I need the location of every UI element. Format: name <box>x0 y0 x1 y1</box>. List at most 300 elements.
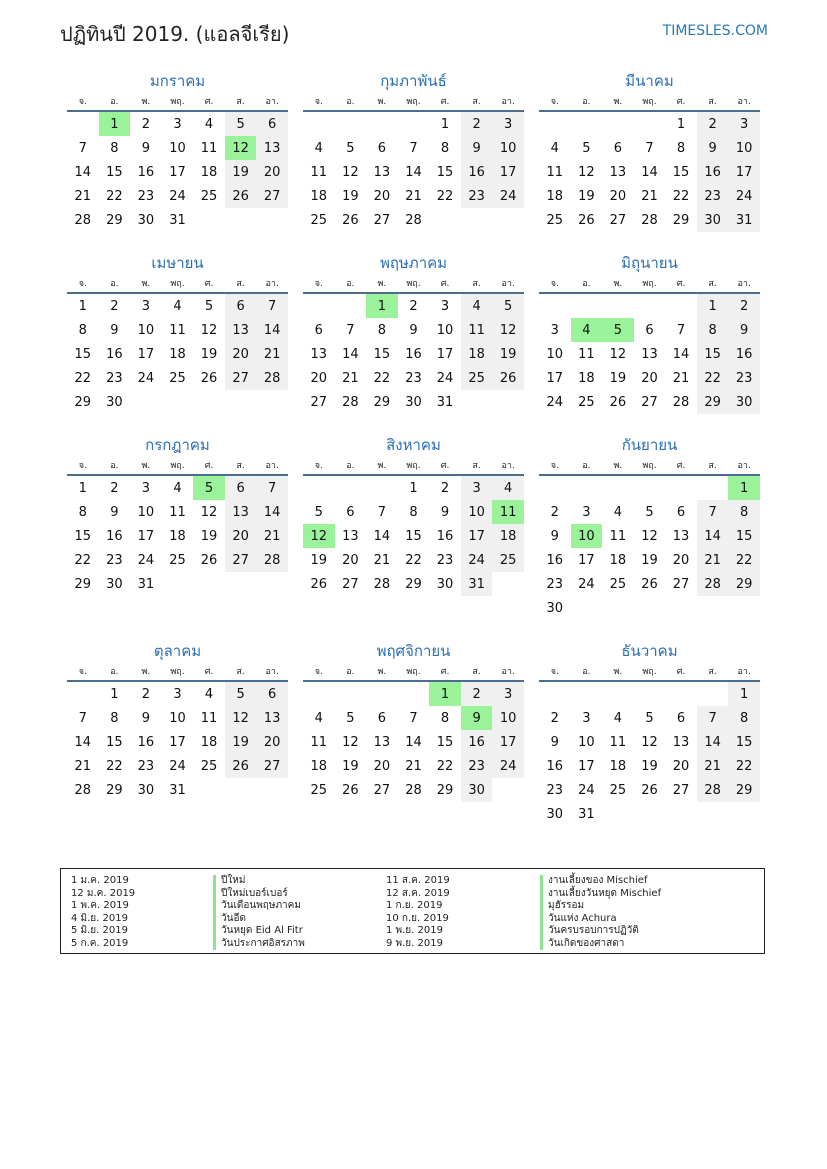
day-cell: 2 <box>550 710 559 726</box>
day-cell: 14 <box>405 164 422 180</box>
day-cell: 11 <box>609 734 627 750</box>
day-cell: 27 <box>225 366 257 390</box>
day-cell: 29 <box>74 394 92 410</box>
day-cell: 1 <box>366 293 398 318</box>
day-cell: 5 <box>645 710 654 726</box>
day-cell: 9 <box>409 322 418 338</box>
weekday-header: ส. <box>461 274 493 293</box>
day-cell: 31 <box>436 394 454 410</box>
empty-cell <box>366 475 398 500</box>
weekday-header: อ. <box>335 456 367 475</box>
day-cell: 25 <box>609 576 627 592</box>
weekday-header: ศ. <box>193 92 225 111</box>
day-cell: 23 <box>461 184 493 208</box>
weekday-header: ส. <box>225 456 257 475</box>
day-cell: 16 <box>546 552 564 568</box>
holiday-name: งานเลี้ยงวันหยุด Mischief <box>540 888 661 901</box>
empty-cell <box>461 390 493 414</box>
day-cell: 26 <box>225 754 257 778</box>
month-table <box>303 456 524 596</box>
day-cell: 15 <box>106 734 123 750</box>
empty-cell <box>162 390 194 414</box>
empty-cell <box>634 475 666 500</box>
day-cell: 27 <box>672 576 690 592</box>
day-cell: 13 <box>672 734 690 750</box>
day-cell: 25 <box>310 212 328 228</box>
holiday-name: วันหยุด Eid Al Fitr <box>213 925 305 938</box>
day-cell: 6 <box>377 140 387 156</box>
day-cell: 5 <box>225 681 257 706</box>
weekday-header: ศ. <box>429 662 461 681</box>
months-grid <box>67 70 761 846</box>
day-cell: 18 <box>609 758 627 774</box>
month-calendar <box>539 640 760 826</box>
day-cell: 13 <box>373 164 391 180</box>
day-cell: 15 <box>74 346 92 362</box>
empty-cell <box>697 681 729 706</box>
day-cell: 6 <box>613 140 623 156</box>
day-cell: 24 <box>578 782 595 798</box>
day-cell: 6 <box>256 681 288 706</box>
day-cell: 4 <box>314 710 323 726</box>
day-cell: 27 <box>373 782 391 798</box>
day-cell: 1 <box>429 681 461 706</box>
day-cell: 20 <box>342 552 359 568</box>
day-cell: 31 <box>578 806 595 822</box>
day-cell: 8 <box>377 322 387 338</box>
day-cell: 9 <box>461 136 493 160</box>
empty-cell <box>634 596 666 620</box>
day-cell: 30 <box>461 778 493 802</box>
empty-cell <box>335 681 367 706</box>
day-cell: 2 <box>110 480 119 496</box>
day-cell: 18 <box>492 524 524 548</box>
day-cell: 25 <box>200 188 218 204</box>
weekday-header: ส. <box>461 456 493 475</box>
day-cell: 18 <box>200 734 218 750</box>
day-cell: 6 <box>676 504 686 520</box>
day-cell: 11 <box>310 734 328 750</box>
weekday-header: อา. <box>492 456 524 475</box>
month-calendar <box>303 70 524 232</box>
day-cell: 5 <box>645 504 654 520</box>
day-cell: 29 <box>728 572 760 596</box>
holiday-date: 1 ม.ค. 2019 <box>71 875 129 886</box>
weekday-header: พ. <box>366 92 398 111</box>
day-cell: 22 <box>373 370 391 386</box>
empty-cell <box>665 596 697 620</box>
weekday-header: อา. <box>256 274 288 293</box>
day-cell: 22 <box>74 552 92 568</box>
weekday-header: พฤ. <box>398 92 430 111</box>
day-cell: 21 <box>697 754 729 778</box>
holiday-date: 5 ก.ค. 2019 <box>71 937 129 949</box>
day-cell: 21 <box>405 758 422 774</box>
holiday-date: 4 มิ.ย. 2019 <box>71 912 128 924</box>
day-cell: 25 <box>200 758 218 774</box>
day-cell: 3 <box>582 504 591 520</box>
day-cell: 29 <box>697 390 729 414</box>
day-cell: 16 <box>697 160 729 184</box>
empty-cell <box>665 681 697 706</box>
day-cell: 7 <box>78 140 87 156</box>
day-cell: 31 <box>169 212 186 228</box>
day-cell: 23 <box>697 184 729 208</box>
empty-cell <box>571 596 603 620</box>
weekday-header: อ. <box>571 456 603 475</box>
day-cell: 12 <box>578 164 595 180</box>
holiday-date: 5 มิ.ย. 2019 <box>71 925 128 936</box>
day-cell: 8 <box>110 140 119 156</box>
day-cell: 19 <box>225 160 257 184</box>
weekday-header: อ. <box>335 274 367 293</box>
weekday-header: อา. <box>728 456 760 475</box>
day-cell: 25 <box>310 782 328 798</box>
day-cell: 2 <box>461 681 493 706</box>
day-cell: 19 <box>200 528 218 544</box>
day-cell: 13 <box>310 346 328 362</box>
day-cell: 23 <box>137 188 155 204</box>
holiday-name: วันประกาศอิสรภาพ <box>213 938 305 951</box>
day-cell: 11 <box>578 346 595 362</box>
day-cell: 14 <box>74 734 92 750</box>
day-cell: 10 <box>571 524 603 548</box>
month-name: ธันวาคม <box>621 642 678 660</box>
day-cell: 19 <box>578 188 595 204</box>
day-cell: 27 <box>342 576 359 592</box>
holiday-date: 1 พ.ย. 2019 <box>386 925 443 936</box>
day-cell: 14 <box>697 524 729 548</box>
day-cell: 7 <box>78 710 87 726</box>
day-cell: 1 <box>676 116 686 132</box>
weekday-header: พ. <box>130 662 162 681</box>
day-cell: 2 <box>110 298 119 314</box>
day-cell: 3 <box>550 322 559 338</box>
empty-cell <box>366 681 398 706</box>
day-cell: 17 <box>169 734 186 750</box>
day-cell: 24 <box>137 552 155 568</box>
empty-cell <box>492 778 524 802</box>
day-cell: 7 <box>256 475 288 500</box>
day-cell: 5 <box>314 504 323 520</box>
day-cell: 12 <box>200 322 218 338</box>
day-cell: 23 <box>106 552 123 568</box>
weekday-header: พ. <box>130 92 162 111</box>
weekday-header: จ. <box>67 456 99 475</box>
day-cell: 20 <box>672 758 690 774</box>
holiday-date: 12 ส.ค. 2019 <box>386 887 450 899</box>
day-cell: 20 <box>609 188 627 204</box>
day-cell: 28 <box>74 782 92 798</box>
day-cell: 29 <box>728 778 760 802</box>
day-cell: 1 <box>697 293 729 318</box>
day-cell: 30 <box>697 208 729 232</box>
weekday-header: อา. <box>492 274 524 293</box>
empty-cell <box>256 208 288 232</box>
empty-cell <box>602 475 634 500</box>
empty-cell <box>634 111 666 136</box>
holiday-name: มุฮัรรอม <box>540 900 661 913</box>
day-cell: 17 <box>436 346 454 362</box>
day-cell: 18 <box>609 552 627 568</box>
day-cell: 1 <box>440 116 450 132</box>
weekday-header: พ. <box>130 456 162 475</box>
day-cell: 3 <box>492 111 524 136</box>
day-cell: 5 <box>193 475 225 500</box>
day-cell: 24 <box>492 754 524 778</box>
day-cell: 6 <box>645 322 654 338</box>
weekday-header: จ. <box>67 274 99 293</box>
day-cell: 18 <box>461 342 493 366</box>
day-cell: 13 <box>373 734 391 750</box>
day-cell: 5 <box>225 111 257 136</box>
day-cell: 3 <box>173 116 182 132</box>
month-name: มกราคม <box>149 72 206 90</box>
month-name: พฤษภาคม <box>379 254 448 272</box>
day-cell: 30 <box>436 576 454 592</box>
day-cell: 27 <box>672 782 690 798</box>
day-cell: 13 <box>342 528 359 544</box>
empty-cell <box>539 681 571 706</box>
empty-cell <box>461 208 493 232</box>
month-name: พฤศจิกายน <box>376 642 451 660</box>
day-cell: 26 <box>310 576 328 592</box>
day-cell: 18 <box>310 188 328 204</box>
day-cell: 19 <box>310 552 328 568</box>
day-cell: 21 <box>342 370 359 386</box>
empty-cell <box>130 390 162 414</box>
day-cell: 17 <box>492 160 524 184</box>
holiday-name: ปีใหม่ <box>213 875 305 888</box>
day-cell: 1 <box>728 475 760 500</box>
empty-cell <box>303 293 335 318</box>
site-link[interactable]: TIMESLES.COM <box>662 23 768 39</box>
month-name: กุมภาพันธ์ <box>380 72 447 90</box>
month-calendar <box>67 70 288 232</box>
day-cell: 8 <box>78 504 87 520</box>
day-cell: 9 <box>461 706 493 730</box>
day-cell: 22 <box>106 188 123 204</box>
day-cell: 21 <box>672 370 690 386</box>
day-cell: 5 <box>346 710 355 726</box>
day-cell: 20 <box>225 342 257 366</box>
day-cell: 25 <box>609 782 627 798</box>
day-cell: 15 <box>405 528 422 544</box>
month-name: มีนาคม <box>625 72 674 90</box>
day-cell: 6 <box>314 322 323 338</box>
day-cell: 24 <box>492 184 524 208</box>
day-cell: 21 <box>74 758 92 774</box>
day-cell: 8 <box>697 318 729 342</box>
empty-cell <box>492 572 524 596</box>
day-cell: 10 <box>137 504 155 520</box>
day-cell: 30 <box>546 600 564 616</box>
empty-cell <box>335 475 367 500</box>
day-cell: 30 <box>106 394 123 410</box>
day-cell: 22 <box>728 754 760 778</box>
day-cell: 7 <box>409 710 418 726</box>
holiday-date: 1 พ.ค. 2019 <box>71 900 129 911</box>
day-cell: 18 <box>200 164 218 180</box>
day-cell: 22 <box>436 758 454 774</box>
day-cell: 27 <box>225 548 257 572</box>
day-cell: 30 <box>106 576 123 592</box>
empty-cell <box>398 111 430 136</box>
day-cell: 16 <box>436 528 454 544</box>
day-cell: 22 <box>728 548 760 572</box>
month-name: สิงหาคม <box>386 436 441 454</box>
day-cell: 16 <box>461 160 493 184</box>
day-cell: 17 <box>137 528 155 544</box>
weekday-header: พฤ. <box>162 456 194 475</box>
empty-cell <box>602 293 634 318</box>
weekday-header: ส. <box>225 662 257 681</box>
day-cell: 11 <box>200 710 218 726</box>
weekday-header: จ. <box>539 92 571 111</box>
weekday-header: อ. <box>571 92 603 111</box>
month-name: มิถุนายน <box>621 254 678 272</box>
day-cell: 4 <box>461 293 493 318</box>
day-cell: 2 <box>141 686 151 702</box>
weekday-header: พ. <box>602 274 634 293</box>
day-cell: 22 <box>672 188 690 204</box>
day-cell: 9 <box>728 318 760 342</box>
day-cell: 10 <box>169 710 186 726</box>
day-cell: 3 <box>728 111 760 136</box>
day-cell: 20 <box>373 188 391 204</box>
empty-cell <box>697 475 729 500</box>
day-cell: 19 <box>609 370 627 386</box>
day-cell: 15 <box>373 346 391 362</box>
day-cell: 20 <box>225 524 257 548</box>
day-cell: 1 <box>110 686 119 702</box>
day-cell: 12 <box>225 136 257 160</box>
empty-cell <box>398 681 430 706</box>
day-cell: 25 <box>461 366 493 390</box>
day-cell: 24 <box>728 184 760 208</box>
day-cell: 15 <box>728 730 760 754</box>
weekday-header: อา. <box>256 662 288 681</box>
day-cell: 28 <box>74 212 92 228</box>
day-cell: 29 <box>672 212 690 228</box>
month-calendar <box>67 640 288 826</box>
day-cell: 31 <box>461 572 493 596</box>
day-cell: 14 <box>74 164 92 180</box>
weekday-header: ส. <box>697 274 729 293</box>
weekday-header: ศ. <box>193 274 225 293</box>
day-cell: 17 <box>578 758 595 774</box>
holiday-name: วันอีด <box>213 913 305 926</box>
day-cell: 9 <box>110 322 119 338</box>
day-cell: 12 <box>303 524 335 548</box>
day-cell: 31 <box>137 576 155 592</box>
day-cell: 9 <box>141 710 151 726</box>
day-cell: 28 <box>256 366 288 390</box>
day-cell: 20 <box>641 370 658 386</box>
holiday-name: วันเกิดของศาสดา <box>540 938 661 951</box>
weekday-header: จ. <box>539 456 571 475</box>
day-cell: 14 <box>697 730 729 754</box>
day-cell: 6 <box>225 475 257 500</box>
day-cell: 7 <box>346 322 355 338</box>
day-cell: 3 <box>492 681 524 706</box>
day-cell: 3 <box>582 710 591 726</box>
day-cell: 21 <box>405 188 422 204</box>
empty-cell <box>728 596 760 620</box>
day-cell: 24 <box>137 370 155 386</box>
day-cell: 25 <box>492 548 524 572</box>
day-cell: 27 <box>310 394 328 410</box>
day-cell: 12 <box>492 318 524 342</box>
day-cell: 10 <box>546 346 564 362</box>
empty-cell <box>665 802 697 826</box>
empty-cell <box>193 778 225 802</box>
day-cell: 12 <box>609 346 627 362</box>
day-cell: 3 <box>440 298 450 314</box>
day-cell: 21 <box>697 548 729 572</box>
day-cell: 29 <box>74 576 92 592</box>
day-cell: 29 <box>405 576 422 592</box>
day-cell: 2 <box>697 111 729 136</box>
day-cell: 3 <box>173 686 182 702</box>
month-calendar <box>303 252 524 414</box>
empty-cell <box>602 111 634 136</box>
day-cell: 9 <box>440 504 450 520</box>
weekday-header: อา. <box>256 92 288 111</box>
day-cell: 2 <box>440 480 450 496</box>
month-table <box>539 456 760 620</box>
day-cell: 21 <box>256 524 288 548</box>
day-cell: 11 <box>169 322 186 338</box>
empty-cell <box>256 778 288 802</box>
day-cell: 12 <box>200 504 218 520</box>
day-cell: 9 <box>141 140 151 156</box>
empty-cell <box>697 596 729 620</box>
weekday-header: อ. <box>99 456 131 475</box>
day-cell: 10 <box>137 322 155 338</box>
day-cell: 24 <box>578 576 595 592</box>
weekday-header: จ. <box>303 662 335 681</box>
empty-cell <box>67 681 99 706</box>
day-cell: 4 <box>314 140 323 156</box>
day-cell: 6 <box>225 293 257 318</box>
weekday-header: พฤ. <box>634 662 666 681</box>
day-cell: 19 <box>200 346 218 362</box>
month-calendar <box>303 434 524 620</box>
day-cell: 15 <box>728 524 760 548</box>
day-cell: 1 <box>78 298 87 314</box>
day-cell: 6 <box>346 504 355 520</box>
day-cell: 10 <box>492 706 524 730</box>
day-cell: 9 <box>550 734 559 750</box>
holiday-date: 12 ม.ค. 2019 <box>71 887 136 899</box>
empty-cell <box>697 802 729 826</box>
weekday-header: ส. <box>225 92 257 111</box>
day-cell: 26 <box>641 576 658 592</box>
weekday-header: อ. <box>571 274 603 293</box>
day-cell: 12 <box>641 734 658 750</box>
month-name: ตุลาคม <box>153 642 202 660</box>
day-cell: 24 <box>169 188 186 204</box>
day-cell: 16 <box>137 734 155 750</box>
day-cell: 28 <box>697 778 729 802</box>
day-cell: 12 <box>641 528 658 544</box>
day-cell: 27 <box>609 212 627 228</box>
empty-cell <box>303 111 335 136</box>
day-cell: 26 <box>225 184 257 208</box>
holiday-dates-left <box>71 875 135 950</box>
empty-cell <box>193 208 225 232</box>
